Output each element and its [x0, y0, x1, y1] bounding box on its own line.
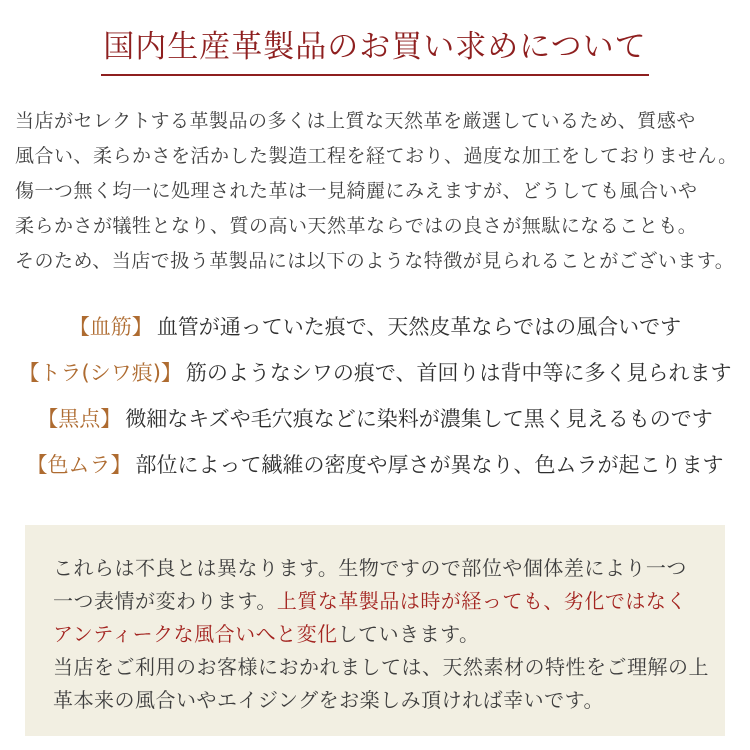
intro-paragraph: [0, 104, 750, 279]
note-line: 当店をご利用のお客様におかれましては、天然素材の特性をご理解の上: [53, 654, 709, 679]
feature-text: 血管が通っていた痕で、天然皮革ならではの風合いです: [156, 314, 682, 339]
intro-line: 傷一つ無く均一に処理された革は一見綺麗にみえますが、どうしても風合いや: [15, 179, 698, 202]
feature-item-iromura: [0, 442, 750, 488]
note-text-emphasis: 上質な革製品は時が経っても、劣化ではなく: [276, 588, 687, 613]
feature-item-chisuji: [0, 304, 750, 350]
page-title: [0, 0, 750, 76]
intro-line: 柔らかさが犠牲となり、質の高い天然革ならではの良さが無駄になることも。: [15, 214, 698, 237]
note-line: これらは不良とは異なります。生物ですので部位や個体差により一つ: [53, 555, 687, 580]
feature-text: 微細なキズや毛穴痕などに染料が濃集して黒く見えるものです: [125, 406, 713, 431]
note-text-emphasis: アンティークな風合いへと変化: [53, 621, 338, 646]
feature-label: 【血筋】: [68, 314, 153, 339]
feature-text: 部位によって繊維の密度や厚さが異なり、色ムラが起こります: [135, 452, 724, 477]
note-box: [25, 525, 725, 736]
note-text: 一つ表情が変わります。: [53, 588, 277, 613]
note-text: していきます。: [337, 621, 480, 646]
feature-item-kokuten: [0, 396, 750, 442]
intro-line: 風合い、柔らかさを活かした製造工程を経ており、過度な加工をしておりません。: [15, 144, 738, 167]
feature-label: 【黒点】: [37, 406, 122, 431]
feature-text: 筋のようなシワの痕で、首回りは背中等に多く見られます: [185, 360, 732, 385]
page-title-text: 国内生産革製品のお買い求めについて: [101, 30, 648, 76]
intro-line: 当店がセレクトする革製品の多くは上質な天然革を厳選しているため、質感や: [15, 109, 696, 132]
note-line: [53, 585, 699, 618]
feature-label: 【トラ(シワ痕)】: [18, 360, 182, 385]
note-line: 革本来の風合いやエイジングをお楽しみ頂ければ幸いです。: [53, 687, 604, 712]
intro-line: そのため、当店で扱う革製品には以下のような特徴が見られることがございます。: [15, 249, 735, 272]
feature-label: 【色ムラ】: [26, 452, 132, 477]
feature-item-tora: [0, 350, 750, 396]
note-line: [53, 618, 699, 651]
feature-list: [0, 304, 750, 488]
